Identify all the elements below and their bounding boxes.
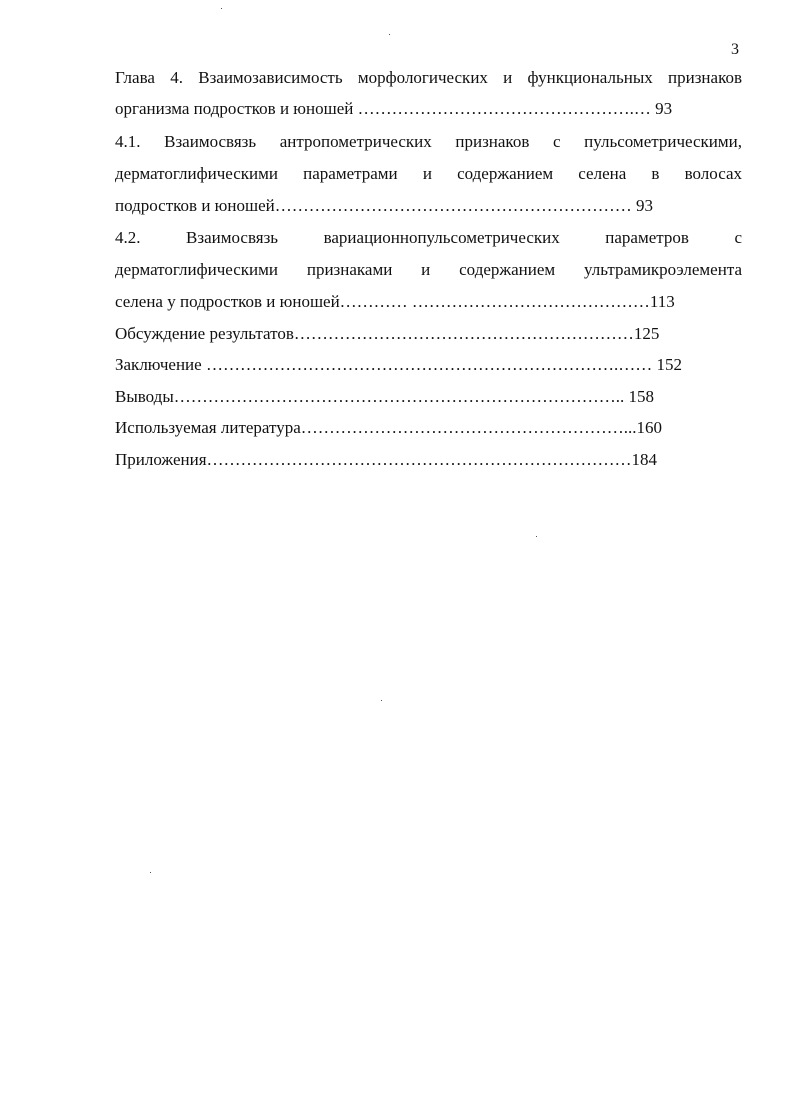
toc-chapter-4-title: Глава 4. Взаимозависимость морфологических и функциональных признаков <box>115 68 742 87</box>
toc-section-4-2-entry: селена у подростков и юношей………… ……………………………………113 <box>115 292 675 311</box>
toc-findings-entry: Выводы…………………………………………………………………….. 158 <box>115 387 655 406</box>
scan-speck <box>150 872 151 873</box>
scan-speck <box>381 700 382 701</box>
page-number: 3 <box>731 41 739 58</box>
toc-conclusion-entry: Заключение ……………………………………………………………….…… 152 <box>115 355 682 374</box>
scan-speck <box>389 34 390 35</box>
toc-section-4-1-continuation: дерматоглифическими параметрами и содержанием селена в волосах <box>115 164 742 183</box>
toc-section-4-2-title: 4.2. Взаимосвязь вариационнопульсометрических параметров с <box>115 228 742 247</box>
scan-speck <box>536 536 537 537</box>
toc-references-entry: Используемая литература…………………………………………………...160 <box>115 418 663 437</box>
toc-section-4-1-entry: подростков и юношей……………………………………………………… 93 <box>115 196 653 215</box>
toc-section-4-1-title: 4.1. Взаимосвязь антропометрических признаков с пульсометрическими, <box>115 132 742 151</box>
scan-speck <box>221 8 222 9</box>
toc-discussion-entry: Обсуждение результатов……………………………………………………125 <box>115 324 660 343</box>
toc-appendices-entry: Приложения…………………………………………………………………184 <box>115 450 658 469</box>
toc-chapter-4-entry: организма подростков и юношей ………………………………………….… 93 <box>115 99 673 118</box>
toc-section-4-2-continuation: дерматоглифическими признаками и содержанием ультрамикроэлемента <box>115 260 742 279</box>
